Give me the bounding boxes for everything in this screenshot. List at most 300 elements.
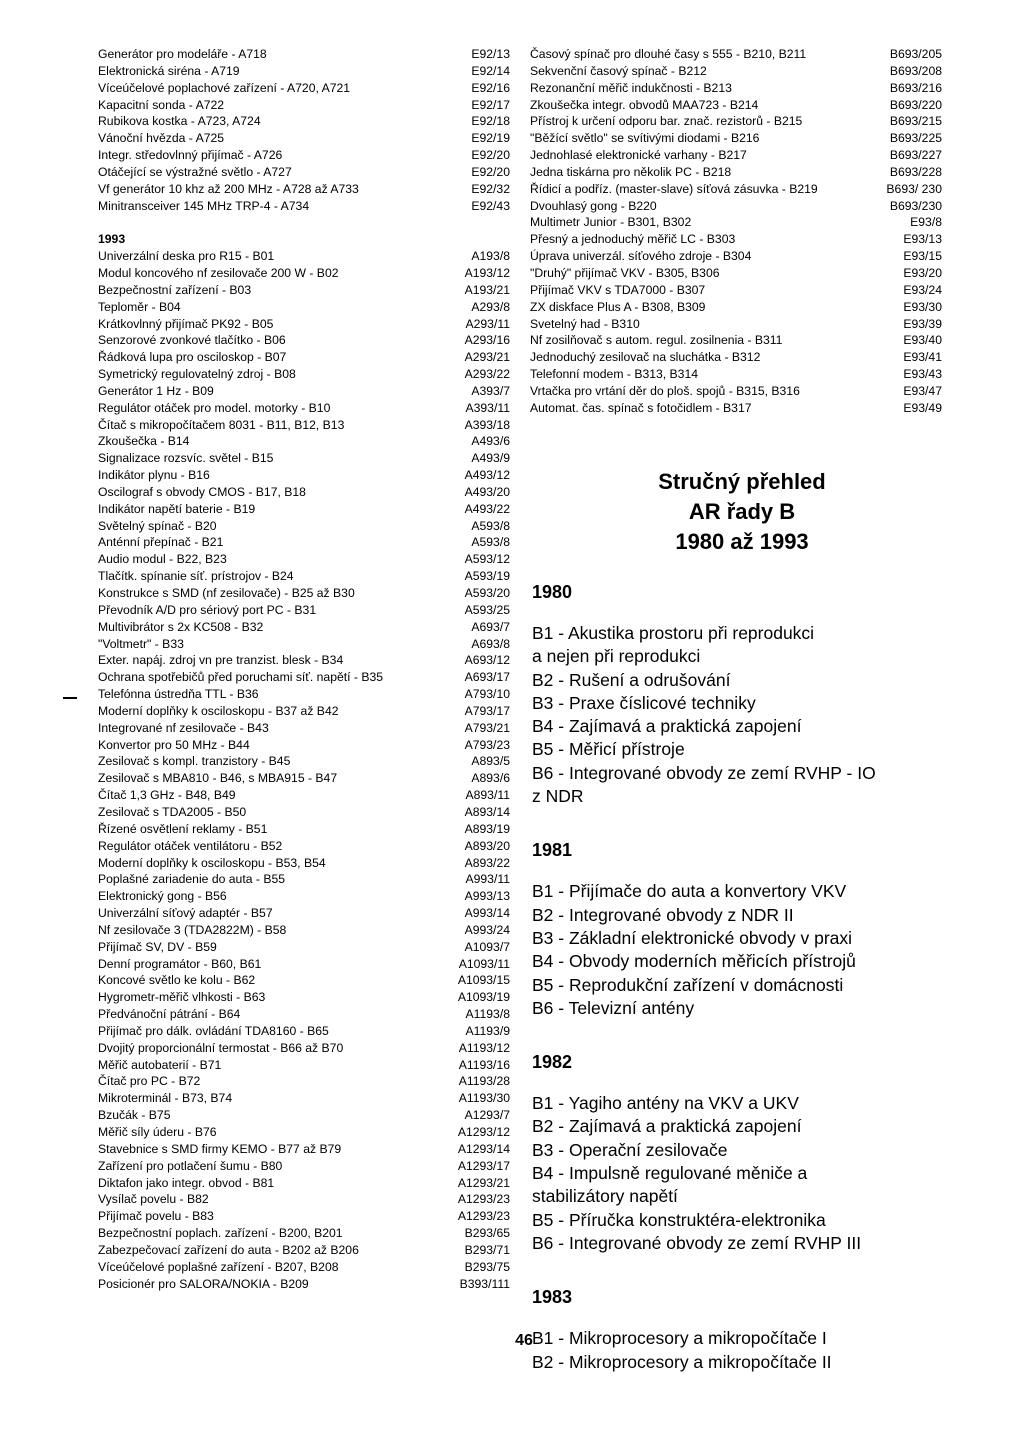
index-entry [98,855,510,872]
summary-item: B3 - Základní elektronické obvody v praxi [532,927,853,948]
entry-title: Rubikova kostka - A723, A724 [98,114,261,129]
entry-title: Senzorové zvonkové tlačítko - B06 [98,333,286,348]
index-entry [98,349,510,366]
summary-year-1982: 1982 [532,1052,573,1073]
entry-reference: E93/39 [903,316,942,331]
entry-reference: A993/11 [465,872,510,887]
index-entry [98,1259,510,1276]
entry-title: Čítač pro PC - B72 [98,1074,201,1089]
summary-item: B1 - Yagiho antény na VKV a UKV [532,1093,799,1114]
entry-reference: A993/24 [464,922,510,937]
entry-title: Regulátor otáček ventilátoru - B52 [98,838,283,853]
entry-reference: A1193/8 [465,1007,510,1022]
index-entry [98,164,510,181]
entry-reference: A493/22 [464,501,510,516]
index-entry [98,551,510,568]
entry-title: Dvouhlasý gong - B220 [530,198,657,213]
entry-title: Dvojitý proporcionální termostat - B66 až B70 [98,1040,344,1055]
entry-reference: B693/230 [889,198,942,213]
summary-year-1980: 1980 [532,582,573,602]
index-entry [98,652,510,669]
entry-title: Čítač s mikropočítačem 8031 - B11, B12, B13 [98,417,345,432]
entry-reference: A993/13 [464,889,510,904]
entry-reference: A693/12 [464,653,510,668]
entry-title: Přijímač povelu - B83 [98,1209,214,1224]
entry-title: Bezpečnostní poplach. zařízení - B200, B201 [98,1226,343,1241]
index-entry [530,214,942,231]
entry-reference: E93/47 [903,383,942,398]
entry-reference: A293/8 [471,299,510,314]
summary-item: B1 - Akustika prostoru při reprodukci [532,623,815,643]
spacer [98,214,510,231]
entry-reference: E93/41 [903,350,942,365]
entry-reference: B693/215 [889,114,942,129]
entry-reference: A293/16 [464,333,510,348]
entry-title: Vrtačka pro vrtání děr do ploš. spojů - B315, B316 [530,383,800,398]
index-entry [98,568,510,585]
entry-reference: A793/10 [464,687,510,702]
summary-item: B5 - Příručka konstruktéra-elektronika [532,1209,826,1230]
index-entry [98,1276,510,1293]
index-entry [98,720,510,737]
entry-title: Audio modul - B22, B23 [98,552,227,567]
index-entry [98,1208,510,1225]
index-entry [98,113,510,130]
entry-reference: B293/75 [464,1259,510,1274]
summary-item: B5 - Měřicí přístroje [532,739,685,760]
entry-reference: E93/30 [903,299,942,314]
index-entry [530,400,942,417]
summary-item: B6 - Integrované obvody ze zemí RVHP - IO [532,762,876,783]
summary-item: stabilizátory napětí [532,1186,678,1207]
entry-title: Moderní doplňky k osciloskopu - B37 až B42 [98,703,339,718]
entry-reference: A393/18 [464,417,510,432]
entry-reference: E92/43 [471,198,510,213]
entry-reference: B693/220 [889,97,942,112]
index-entry [98,299,510,316]
index-entry [98,1057,510,1074]
entry-title: Telefonní modem - B313, B314 [530,367,699,382]
index-entry [98,534,510,551]
entry-title: Řádková lupa pro osciloskop - B07 [98,350,287,365]
index-entry [98,619,510,636]
entry-title: Nf zosilňovač s autom. regul. zosilnenia - B311 [530,333,783,348]
entry-title: Minitransceiver 145 MHz TRP-4 - A734 [98,198,310,213]
entry-title: Denní programátor - B60, B61 [98,956,262,971]
summary-item: B4 - Zajímavá a praktická zapojení [532,716,802,737]
entry-title: "Běžící světlo" se svítivými diodami - B216 [530,131,760,146]
entry-title: Poplašné zariadenie do auta - B55 [98,872,286,887]
entry-title: Časový spínač pro dlouhé časy s 555 - B210, B211 [530,47,807,61]
entry-title: Zkoušečka integr. obvodů MAA723 - B214 [530,97,759,112]
entry-reference: A593/8 [471,535,510,550]
index-entry [98,787,510,804]
index-entry [98,433,510,450]
index-entry [98,130,510,147]
entry-title: Víceúčelové poplašné zařízení - B207, B208 [98,1259,339,1274]
entry-reference: E92/20 [471,148,510,163]
entry-reference: E92/13 [471,47,510,61]
index-entry [98,753,510,770]
entry-reference: A893/5 [471,754,510,769]
left-column [98,46,510,1292]
entry-reference: E92/18 [471,114,510,129]
entry-reference: A1293/12 [457,1125,510,1139]
entry-title: Ochrana spotřebičů před poruchami síť. napětí - B35 [98,670,384,685]
entry-title: Automat. čas. spínač s fotočidlem - B317 [530,400,752,415]
entry-reference: E93/20 [903,265,942,280]
entry-reference: A1193/9 [465,1023,510,1038]
entry-title: Univerzální síťový adaptér - B57 [98,906,273,921]
entry-title: Bezpečnostní zařízení - B03 [98,282,252,297]
entry-reference: A493/9 [471,451,510,466]
index-entry [530,97,942,114]
left-entries-top [98,46,510,214]
index-entry [530,231,942,248]
summary-item: B2 - Mikroprocesory a mikropočítače II [532,1351,832,1372]
entry-title: Jednoduchý zesilovač na sluchátka - B312 [530,350,761,365]
index-entry [98,518,510,535]
entry-title: Řídicí a podříz. (master-slave) síťová zásuvka - B219 [530,181,818,196]
entry-reference: E93/40 [903,333,942,348]
summary-item: B4 - Obvody moderních měřicích přístrojů [532,951,856,972]
summary-item: B1 - Mikroprocesory a mikropočítače I [532,1328,827,1349]
index-entry [98,248,510,265]
entry-reference: A293/11 [465,316,510,331]
entry-title: Multimetr Junior - B301, B302 [530,215,692,230]
index-entry [98,1141,510,1158]
entry-title: Integr. středovlnný přijímač - A726 [98,148,283,163]
entry-reference: A593/12 [464,552,510,567]
index-entry [530,349,942,366]
index-entry [98,97,510,114]
index-entry [98,939,510,956]
entry-title: "Druhý" přijímač VKV - B305, B306 [530,265,720,280]
entry-reference: B393/111 [459,1276,510,1291]
entry-reference: A593/25 [464,602,510,617]
page-number: 46 [515,1332,533,1349]
entry-reference: A293/22 [464,367,510,382]
summary-title [602,467,882,557]
index-entry [98,972,510,989]
summary-item: a nejen při reprodukci [532,646,701,667]
entry-reference: A393/7 [471,383,510,398]
entry-title: Hygrometr-měřič vlhkosti - B63 [98,990,266,1005]
index-entry [98,484,510,501]
entry-reference: A1193/30 [458,1091,510,1106]
entry-reference: A893/11 [465,788,510,803]
entry-title: Zařízení pro potlačení šumu - B80 [98,1158,283,1173]
entry-reference: B693/228 [889,164,942,179]
entry-title: Integrované nf zesilovače - B43 [98,720,269,735]
entry-reference: A1293/17 [457,1158,510,1173]
entry-title: Posicionér pro SALORA/NOKIA - B209 [98,1276,309,1291]
entry-reference: A1093/19 [457,990,510,1005]
entry-reference: E93/8 [910,215,942,230]
entry-reference: A293/21 [464,350,510,365]
entry-reference: A1093/11 [458,956,510,971]
entry-title: Tlačítk. spínanie síť. prístrojov - B24 [98,569,294,584]
index-entry [98,450,510,467]
index-entry [98,400,510,417]
entry-title: Indikátor plynu - B16 [98,468,210,483]
index-entry [98,602,510,619]
entry-reference: A1293/23 [457,1209,510,1224]
summary-title-line: 1980 až 1993 [675,529,809,554]
entry-reference: A1093/7 [464,939,510,954]
entry-reference: A1193/28 [458,1074,510,1089]
summary-year-1983: 1983 [532,1287,573,1308]
entry-title: Otáčející se výstražné světlo - A727 [98,164,292,179]
entry-title: Vánoční hvězda - A725 [98,131,225,146]
entry-reference: E93/13 [903,232,942,247]
entry-title: Generátor pro modeláře - A718 [98,47,267,61]
entry-title: Oscilograf s obvody CMOS - B17, B18 [98,484,306,499]
entry-reference: A893/20 [464,838,510,853]
index-entry [98,383,510,400]
margin-dash [63,697,77,699]
entry-reference: E92/17 [471,97,510,112]
entry-title: Měřič autobaterií - B71 [98,1057,222,1072]
index-entry [98,366,510,383]
entry-reference: A993/14 [464,906,510,921]
summary-item: B2 - Integrované obvody z NDR II [532,904,794,925]
entry-title: Řízené osvětlení reklamy - B51 [98,821,268,836]
entry-reference: A693/17 [464,670,510,685]
summary-item: B3 - Praxe číslicové techniky [532,692,756,713]
entry-reference: A893/6 [471,771,510,786]
entry-reference: A493/6 [471,434,510,449]
entry-reference: A393/11 [465,400,510,415]
entry-reference: A793/21 [464,720,510,735]
index-entry [98,1073,510,1090]
entry-title: Konvertor pro 50 MHz - B44 [98,737,250,752]
index-entry [98,1191,510,1208]
entry-reference: A693/8 [471,636,510,651]
index-entry [530,299,942,316]
entry-reference: E92/32 [471,181,510,196]
index-entry [98,1006,510,1023]
entry-title: Telefónna ústredňa TTL - B36 [98,687,259,702]
entry-title: Zesilovač s kompl. tranzistory - B45 [98,754,291,769]
index-entry [98,332,510,349]
entry-reference: A1293/23 [457,1192,510,1207]
index-entry [530,282,942,299]
entry-reference: A1193/12 [458,1040,510,1055]
index-entry [98,1175,510,1192]
index-entry [98,46,510,63]
entry-reference: E93/15 [903,249,942,264]
entry-title: Symetrický regulovatelný zdroj - B08 [98,367,296,382]
index-entry [98,922,510,939]
summary-item: B3 - Operační zesilovače [532,1139,728,1160]
entry-title: Elektronický gong - B56 [98,889,227,904]
entry-title: Moderní doplňky k osciloskopu - B53, B54 [98,855,326,870]
index-entry [98,636,510,653]
index-entry [98,686,510,703]
index-entry [98,80,510,97]
index-entry [98,1242,510,1259]
index-entry [530,147,942,164]
entry-reference: B693/ 230 [886,181,942,196]
index-entry [98,1023,510,1040]
year-heading-1993: 1993 [98,232,126,247]
index-entry [98,467,510,484]
entry-title: ZX diskface Plus A - B308, B309 [530,299,706,314]
series-summary [532,580,952,1374]
index-entry [530,46,942,63]
entry-title: Stavebnice s SMD firmy KEMO - B77 až B79 [98,1141,342,1156]
entry-reference: A493/12 [464,468,510,483]
summary-item: B5 - Reprodukční zařízení v domácnosti [532,974,844,995]
index-entry [98,198,510,215]
index-entry [530,181,942,198]
entry-title: Rezonanční měřič indukčnosti - B213 [530,80,732,95]
index-entry [98,871,510,888]
summary-title-line: Stručný přehled [658,469,826,494]
index-entry [98,1225,510,1242]
index-entry [98,1090,510,1107]
entry-reference: A1293/21 [457,1175,510,1190]
entry-title: Čítač 1,3 GHz - B48, B49 [98,788,236,803]
entry-reference: A1293/14 [457,1141,510,1156]
index-entry [530,164,942,181]
entry-title: Převodník A/D pro sériový port PC - B31 [98,602,317,617]
entry-reference: A793/17 [464,703,510,718]
entry-title: Vf generátor 10 khz až 200 MHz - A728 až A733 [98,181,359,196]
left-entries-1993 [98,248,510,1292]
entry-reference: A1293/7 [464,1108,510,1123]
summary-year-1981: 1981 [532,840,573,861]
right-column [530,46,942,417]
index-entry [98,1107,510,1124]
entry-reference: E93/49 [903,400,942,415]
index-entry [98,821,510,838]
entry-reference: B693/216 [889,80,942,95]
right-entries [530,46,942,417]
entry-title: Modul koncového nf zesilovače 200 W - B02 [98,265,339,280]
index-entry [98,1040,510,1057]
index-entry [98,1158,510,1175]
index-entry [530,248,942,265]
entry-title: Světelný spínač - B20 [98,518,217,533]
entry-title: Předvánoční pátrání - B64 [98,1007,241,1022]
index-entry [530,63,942,80]
entry-title: Diktafon jako integr. obvod - B81 [98,1175,275,1190]
entry-reference: A1193/16 [458,1057,510,1072]
entry-title: Přístroj k určení odporu bar. znač. rezistorů - B215 [530,114,803,129]
entry-reference: A893/19 [464,821,510,836]
index-entry [98,737,510,754]
index-entry [530,332,942,349]
entry-title: Krátkovlnný přijímač PK92 - B05 [98,316,274,331]
entry-title: Víceúčelové poplachové zařízení - A720, A721 [98,80,351,95]
index-entry [98,316,510,333]
entry-title: Signalizace rozsvíc. světel - B15 [98,451,274,466]
index-entry [530,198,942,215]
index-entry [530,265,942,282]
entry-title: Anténní přepínač - B21 [98,535,224,550]
index-entry [98,669,510,686]
summary-item: B4 - Impulsně regulované měniče a [532,1163,808,1184]
entry-title: Univerzální deska pro R15 - B01 [98,249,275,264]
entry-reference: A193/21 [464,282,510,297]
entry-reference: A593/19 [464,569,510,584]
entry-title: "Voltmetr" - B33 [98,636,184,651]
index-entry [98,989,510,1006]
entry-title: Jedna tiskárna pro několik PC - B218 [530,164,732,179]
entry-title: Vysílač povelu - B82 [98,1192,209,1207]
summary-title-line: AR řady B [688,499,796,524]
entry-title: Přijímač pro dálk. ovládání TDA8160 - B65 [98,1023,329,1038]
entry-title: Kapacitní sonda - A722 [98,97,225,112]
index-entry [98,585,510,602]
index-entry [530,316,942,333]
entry-title: Nf zesilovače 3 (TDA2822M) - B58 [98,922,287,937]
entry-title: Zkoušečka - B14 [98,434,190,449]
entry-reference: A593/8 [471,518,510,533]
index-entry [98,703,510,720]
entry-reference: E92/14 [471,63,510,78]
entry-title: Indikátor napětí baterie - B19 [98,501,256,516]
entry-title: Exter. napáj. zdroj vn pre tranzist. blesk - B34 [98,653,344,668]
entry-title: Sekvenční časový spínač - B212 [530,63,707,78]
summary-item: B2 - Zajímavá a praktická zapojení [532,1116,802,1137]
index-entry [98,147,510,164]
index-entry [98,804,510,821]
entry-reference: A593/20 [464,586,510,600]
entry-reference: B693/225 [889,131,942,146]
entry-reference: A193/12 [464,265,510,280]
entry-reference: B693/227 [889,148,942,163]
index-entry [98,838,510,855]
entry-title: Měřič síly úderu - B76 [98,1125,217,1139]
entry-title: Zesilovač s MBA810 - B46, s MBA915 - B47 [98,771,338,786]
entry-title: Regulátor otáček pro model. motorky - B10 [98,400,331,415]
entry-reference: E92/19 [471,131,510,146]
entry-title: Mikroterminál - B73, B74 [98,1091,233,1106]
entry-title: Zabezpečovací zařízení do auta - B202 až B206 [98,1242,359,1257]
entry-title: Úprava univerzál. síťového zdroje - B304 [530,249,752,264]
entry-title: Multivibrátor s 2x KC508 - B32 [98,619,264,634]
index-entry [98,265,510,282]
index-entry [98,282,510,299]
index-entry [530,130,942,147]
entry-reference: B693/205 [889,47,942,61]
index-entry [98,770,510,787]
index-entry [98,1124,510,1141]
entry-reference: A793/23 [464,737,510,752]
index-entry [98,888,510,905]
summary-item: B6 - Televizní antény [532,997,695,1018]
entry-title: Teploměr - B04 [98,299,181,314]
entry-title: Svetelný had - B310 [530,316,640,331]
index-entry [530,383,942,400]
entry-title: Koncové světlo ke kolu - B62 [98,973,256,988]
entry-reference: A193/8 [471,249,510,264]
index-entry [98,905,510,922]
entry-reference: B293/71 [464,1242,510,1257]
entry-reference: E93/43 [903,367,942,382]
summary-item: B1 - Přijímače do auta a konvertory VKV [532,881,847,902]
index-entry [98,501,510,518]
index-entry [530,80,942,97]
index-entry [98,181,510,198]
entry-title: Přijímač SV, DV - B59 [98,939,217,954]
index-entry [98,63,510,80]
entry-title: Generátor 1 Hz - B09 [98,383,214,398]
index-entry [98,417,510,434]
